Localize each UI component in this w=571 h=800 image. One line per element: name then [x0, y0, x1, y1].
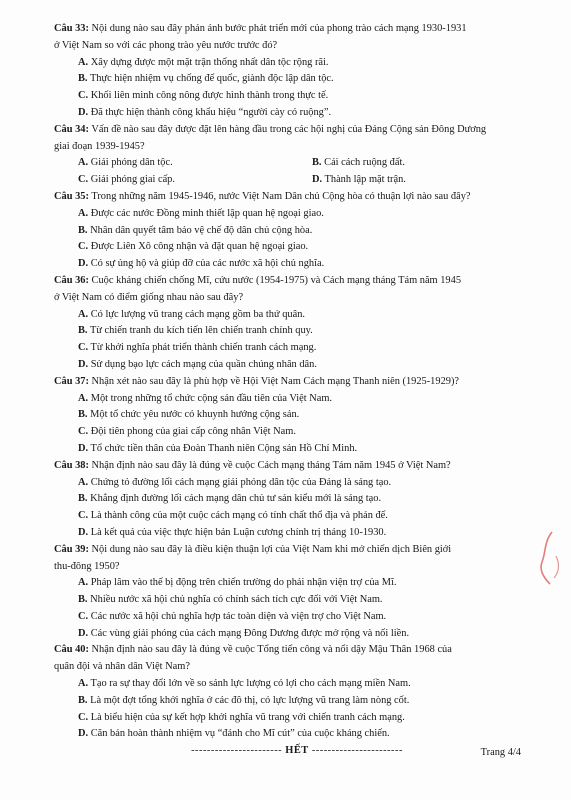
question-block	[54, 21, 540, 122]
answer-option	[54, 172, 306, 189]
option-key: B.	[78, 493, 88, 505]
question-list	[54, 21, 540, 760]
option-key: A.	[78, 678, 89, 690]
question-stem	[54, 542, 540, 559]
option-text: Có sự ủng hộ và giúp đỡ của các nước xã hội chủ nghĩa.	[90, 258, 325, 270]
option-key: D.	[78, 526, 89, 538]
option-key: B.	[78, 224, 88, 236]
option-key: A.	[78, 392, 89, 404]
option-text: Nhân dân quyết tâm bảo vệ chế độ dân chủ cộng hòa.	[90, 224, 313, 236]
option-key: C.	[78, 90, 89, 102]
answer-option	[54, 441, 540, 458]
question-block	[54, 374, 540, 458]
question-text: Nhận xét nào sau đây là phù hợp về Hội Việt Nam Cách mạng Thanh niên (1925-1929)?	[91, 375, 460, 387]
option-text: Từ chiến tranh du kích tiến lên chiến tranh chính quy.	[89, 325, 313, 337]
question-number: Câu 34:	[54, 123, 89, 135]
option-key: B.	[78, 594, 88, 606]
question-text: Trong những năm 1945-1946, nước Việt Nam Dân chủ Cộng hòa có thuận lợi nào sau đây?	[91, 190, 471, 202]
question-text-continued: thu-đông 1950?	[54, 560, 120, 572]
option-text: Từ khởi nghĩa phát triển thành chiến tranh cách mạng.	[90, 342, 317, 354]
question-text-continued: ở Việt Nam so với các phong trào yêu nước trước đó?	[54, 39, 278, 51]
question-block	[54, 189, 540, 273]
option-key: C.	[78, 610, 89, 622]
answer-option	[54, 693, 540, 710]
answer-option	[54, 357, 540, 374]
option-text: Giải phóng dân tộc.	[90, 157, 173, 169]
option-text: Tổ chức tiền thân của Đoàn Thanh niên Cộng sản Hồ Chí Minh.	[90, 442, 358, 454]
answer-option	[54, 340, 540, 357]
answer-option	[306, 172, 540, 189]
option-row	[54, 155, 540, 172]
question-stem	[54, 458, 540, 475]
stamp-stroke	[541, 532, 552, 584]
question-text: Vấn đề nào sau đây được đặt lên hàng đầu trong các hội nghị của Đảng Cộng sản Đông Dương	[91, 123, 487, 135]
option-key: D.	[78, 106, 89, 118]
option-text: Đã thực hiện thành công khẩu hiệu “người cày có ruộng”.	[90, 106, 332, 118]
question-text: Nội dung nào sau đây phản ánh bước phát triển mới của phong trào cách mạng 1930-1931	[91, 23, 467, 34]
option-key: B.	[78, 325, 88, 337]
option-text: Khẳng định đường lối cách mạng dân chủ tư sản kiểu mới là sáng tạo.	[90, 493, 382, 505]
option-key: D.	[78, 258, 89, 270]
question-text-continued: quân đội và nhân dân Việt Nam?	[54, 661, 190, 673]
option-key: C.	[78, 510, 89, 522]
option-key: C.	[78, 711, 89, 723]
question-text: Nội dung nào sau đây là điều kiện thuận lợi của Việt Nam khi mở chiến dịch Biên giới	[91, 543, 452, 555]
option-key: D.	[312, 174, 323, 186]
question-block	[54, 642, 540, 743]
question-number: Câu 37:	[54, 375, 89, 387]
option-key: D.	[78, 442, 89, 454]
option-key: C.	[78, 426, 89, 438]
end-of-exam-marker	[54, 743, 540, 760]
option-text: Đội tiên phong của giai cấp công nhân Việt Nam.	[90, 426, 296, 438]
answer-option	[54, 726, 540, 743]
option-text: Xây dựng được một mặt trận thống nhất dân tộc rộng rãi.	[90, 56, 329, 68]
question-block	[54, 273, 540, 374]
option-key: A.	[78, 308, 89, 320]
option-key: D.	[78, 728, 89, 740]
answer-option	[54, 475, 540, 492]
answer-option	[54, 676, 540, 693]
option-text: Pháp lâm vào thế bị động trên chiến trường do phải nhận viện trợ của Mĩ.	[90, 577, 397, 589]
question-number: Câu 35:	[54, 190, 89, 202]
question-number: Câu 36:	[54, 274, 89, 286]
option-text: Là kết quả của việc thực hiện bản Luận cương chính trị tháng 10-1930.	[90, 526, 387, 538]
option-key: A.	[78, 157, 89, 169]
question-text: Nhận định nào sau đây là đúng về cuộc Cách mạng tháng Tám năm 1945 ở Việt Nam?	[91, 459, 451, 471]
option-text: Khối liên minh công nông được hình thành trong thực tế.	[90, 90, 329, 102]
option-text: Căn bản hoàn thành nhiệm vụ “đánh cho Mĩ cút” của cuộc kháng chiến.	[90, 728, 390, 740]
answer-option	[54, 223, 540, 240]
end-word: HẾT	[285, 745, 309, 757]
option-key: A.	[78, 476, 89, 488]
option-key: A.	[78, 577, 89, 589]
option-text: Tạo ra sự thay đổi lớn về so sánh lực lượng có lợi cho cách mạng miền Nam.	[90, 678, 411, 690]
option-text: Thành lập mặt trận.	[324, 174, 406, 186]
question-stem	[54, 189, 540, 206]
answer-option	[54, 391, 540, 408]
option-key: A.	[78, 207, 89, 219]
option-key: C.	[78, 174, 89, 186]
question-stem	[54, 374, 540, 391]
end-dashes-right: -----------------------	[311, 745, 403, 757]
answer-option	[54, 575, 540, 592]
stamp-arc	[554, 556, 558, 578]
answer-option	[54, 508, 540, 525]
option-text: Chứng tỏ đường lối cách mạng giải phóng dân tộc của Đảng là sáng tạo.	[90, 476, 392, 488]
question-text-continued: giai đoạn 1939-1945?	[54, 140, 145, 152]
answer-option	[54, 525, 540, 542]
question-text-continued: ở Việt Nam có điểm giống nhau nào sau đây?	[54, 291, 244, 303]
answer-option	[54, 105, 540, 122]
question-stem	[54, 122, 540, 139]
answer-option	[54, 71, 540, 88]
question-stem	[54, 642, 540, 659]
red-stamp-mark	[534, 528, 564, 588]
option-text: Sử dụng bạo lực cách mạng của quần chúng nhân dân.	[90, 358, 317, 370]
option-text: Một trong những tổ chức cộng sản đầu tiên của Việt Nam.	[90, 392, 333, 404]
question-number: Câu 38:	[54, 459, 89, 471]
answer-option	[54, 626, 540, 643]
option-text: Có lực lượng vũ trang cách mạng gồm ba thứ quân.	[90, 308, 306, 320]
answer-option	[54, 155, 306, 172]
answer-option	[54, 88, 540, 105]
answer-option	[54, 491, 540, 508]
option-key: B.	[78, 73, 88, 85]
answer-option	[54, 424, 540, 441]
answer-option	[54, 407, 540, 424]
answer-option	[54, 239, 540, 256]
page-number: Trang 4/4	[480, 747, 521, 758]
question-stem	[54, 21, 540, 38]
answer-option	[54, 710, 540, 727]
option-text: Giải phóng giai cấp.	[90, 174, 175, 186]
option-row	[54, 172, 540, 189]
option-text: Được Liên Xô công nhận và đặt quan hệ ngoại giao.	[90, 241, 309, 253]
question-text: Nhận định nào sau đây là đúng về cuộc Tổng tiến công và nổi dậy Mậu Thân 1968 của	[91, 644, 452, 656]
option-key: D.	[78, 358, 89, 370]
option-text: Được các nước Đồng minh thiết lập quan hệ ngoại giao.	[90, 207, 324, 219]
end-dashes-left: -----------------------	[191, 745, 283, 757]
option-key: B.	[78, 409, 88, 421]
answer-option	[54, 206, 540, 223]
option-key: B.	[312, 157, 322, 169]
answer-option	[54, 323, 540, 340]
answer-option	[54, 307, 540, 324]
option-text: Các nước xã hội chủ nghĩa hợp tác toàn diện và viện trợ cho Việt Nam.	[90, 610, 387, 622]
option-text: Các vùng giải phóng của cách mạng Đông Dương được mở rộng và nối liền.	[90, 627, 410, 639]
option-key: C.	[78, 342, 89, 354]
answer-option	[306, 155, 540, 172]
option-text: Là thành công của một cuộc cách mạng có tính chất thổ địa và phản đế.	[90, 510, 388, 522]
question-text: Cuộc kháng chiến chống Mĩ, cứu nước (1954-1975) và Cách mạng tháng Tám năm 1945	[91, 274, 462, 286]
answer-option	[54, 609, 540, 626]
option-key: C.	[78, 241, 89, 253]
option-text: Cải cách ruộng đất.	[324, 157, 405, 169]
question-block	[54, 122, 540, 189]
option-text: Là biểu hiện của sự kết hợp khởi nghĩa vũ trang với chiến tranh cách mạng.	[90, 711, 405, 723]
question-number: Câu 39:	[54, 543, 89, 555]
option-key: D.	[78, 627, 89, 639]
option-text: Một tổ chức yêu nước có khuynh hướng cộng sản.	[90, 409, 300, 421]
option-key: A.	[78, 56, 89, 68]
question-block	[54, 458, 540, 542]
question-stem	[54, 273, 540, 290]
question-block	[54, 542, 540, 643]
option-text: Thực hiện nhiệm vụ chống đế quốc, giành độc lập dân tộc.	[89, 73, 334, 85]
option-text: Là một đợt tổng khởi nghĩa ở các đô thị, có lực lượng vũ trang làm nòng cốt.	[90, 694, 410, 706]
answer-option	[54, 256, 540, 273]
answer-option	[54, 55, 540, 72]
question-number: Câu 40:	[54, 644, 89, 656]
option-key: B.	[78, 694, 88, 706]
answer-option	[54, 592, 540, 609]
question-number: Câu 33:	[54, 23, 89, 34]
option-text: Nhiều nước xã hội chủ nghĩa có chính sách tích cực đối với Việt Nam.	[90, 594, 383, 606]
